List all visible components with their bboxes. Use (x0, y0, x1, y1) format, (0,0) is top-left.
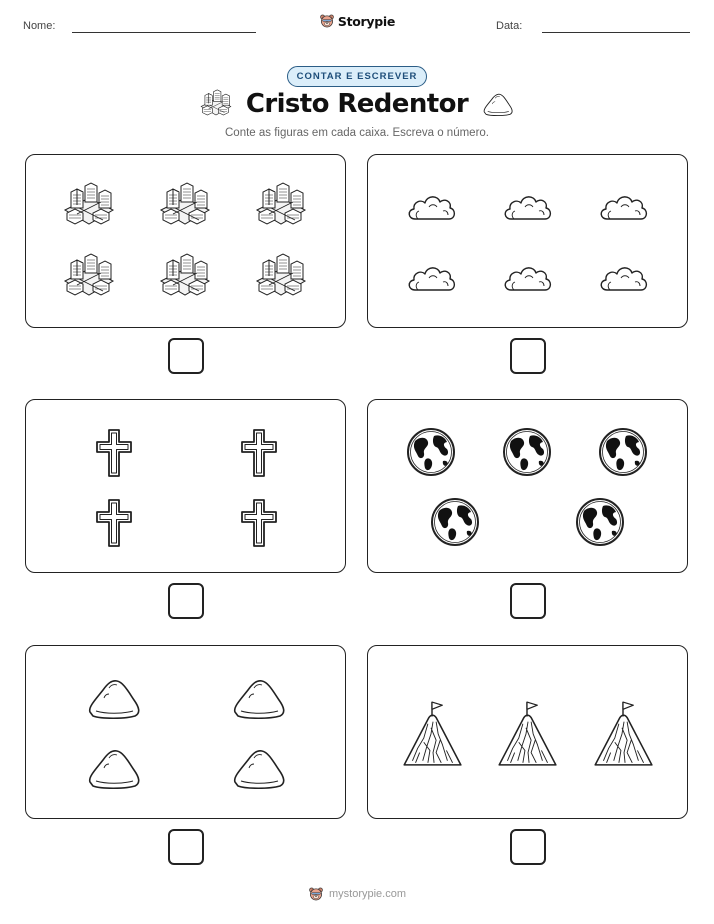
date-line[interactable] (542, 32, 690, 33)
mountain-flag-icon (592, 699, 654, 769)
city-icon (159, 251, 211, 303)
globe-icon (406, 427, 456, 477)
bear-mascot-icon (319, 13, 335, 29)
name-label: Nome: (23, 20, 56, 32)
counting-card-globe (367, 399, 688, 573)
cloud-icon (597, 260, 649, 296)
cloud-icon (501, 189, 553, 225)
footer-url[interactable]: mystorypie.com (328, 888, 407, 900)
sand-pile-icon (482, 91, 514, 117)
mountain-flag-icon (401, 699, 463, 769)
cross-icon (239, 498, 279, 548)
sand-pile-icon (231, 746, 287, 790)
bear-mascot-icon (308, 886, 324, 902)
sand-pile-icon (86, 676, 142, 720)
mountain-flag-icon (496, 699, 558, 769)
activity-badge: CONTAR E ESCREVER (287, 66, 428, 87)
city-icon (255, 251, 307, 303)
counting-card-mountain (367, 645, 688, 819)
city-icon (63, 251, 115, 303)
answer-box-sand-pile[interactable] (168, 829, 204, 865)
brand (0, 13, 714, 34)
globe-icon (502, 427, 552, 477)
cross-icon (94, 428, 134, 478)
counting-card-cross (25, 399, 346, 573)
city-icon (63, 180, 115, 232)
counting-card-cloud (367, 154, 688, 328)
counting-card-sand-pile (25, 645, 346, 819)
answer-box-globe[interactable] (510, 583, 546, 619)
globe-icon (575, 497, 625, 547)
answer-box-cloud[interactable] (510, 338, 546, 374)
city-icon (255, 180, 307, 232)
cloud-icon (405, 189, 457, 225)
globe-icon (430, 497, 480, 547)
cross-icon (239, 428, 279, 478)
cross-icon (94, 498, 134, 548)
date-label: Data: (496, 20, 523, 32)
page-title: Cristo Redentor (245, 89, 469, 119)
city-icon (159, 180, 211, 232)
cloud-icon (597, 189, 649, 225)
cloud-icon (405, 260, 457, 296)
footer (0, 886, 714, 907)
counting-card-city (25, 154, 346, 328)
answer-box-cross[interactable] (168, 583, 204, 619)
sand-pile-icon (231, 676, 287, 720)
answer-box-city[interactable] (168, 338, 204, 374)
cloud-icon (501, 260, 553, 296)
brand-name: Storypie (337, 13, 396, 29)
globe-icon (598, 427, 648, 477)
sand-pile-icon (86, 746, 142, 790)
answer-box-mountain[interactable] (510, 829, 546, 865)
city-icon (200, 88, 232, 120)
instructions: Conte as figuras em cada caixa. Escreva o número. (225, 127, 489, 139)
